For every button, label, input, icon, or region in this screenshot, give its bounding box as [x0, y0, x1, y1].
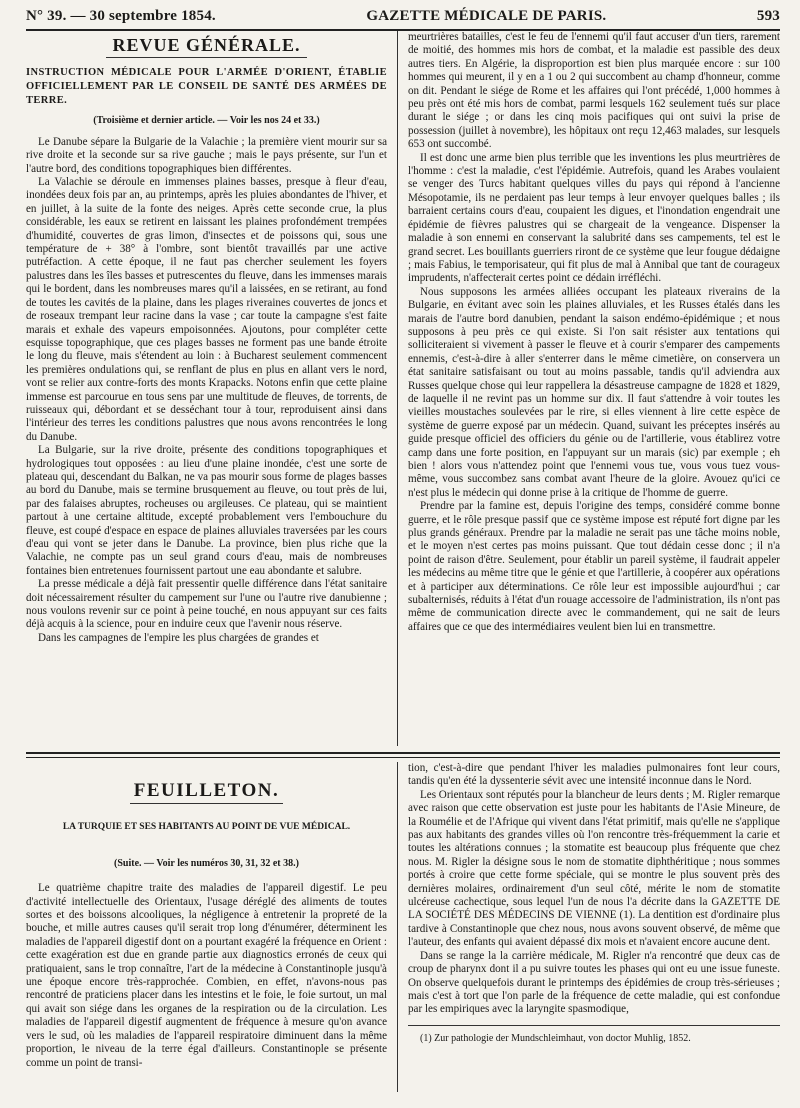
revue-title: REVUE GÉNÉRALE.	[26, 39, 387, 52]
section-divider	[26, 752, 780, 758]
paragraph: Il est donc une arme bien plus terrible que les inventions les plus meurtrières de l'homme : c'est la maladie, c'est l'épidémie. Autrefois, quand les Arabes voulaient se venger des Turcs habitant quelques villes du pays qui répond à l'ancienne Mésopotamie, ils ne perdaient pas leur temps à leur envoyer quelques balles ; ils barraient certains cours d'eau, coupaient les digues, et l'inondation engendrait une épidémie de fièvres palustres qui se chargeait de la vengeance. Dispenser la maladie à son ennemi en conservant la salubrité dans ses campements, tel est le grand secret. Les bouillants guerriers riront de ce système que leur fougue dédaigne ; mais Fabius, le temporisateur, qui fit plus de mal à Annibal que tant de courageux imprudents, n'affecterait certes point ce dédain irréfléchi.	[408, 151, 780, 285]
page-header	[26, 8, 780, 31]
feuilleton-subtitle: LA TURQUIE ET SES HABITANTS AU POINT DE VUE MÉDICAL.	[62, 822, 351, 833]
paragraph: tion, c'est-à-dire que pendant l'hiver les maladies pulmonaires font leur cours, tandis qu'en été la dyssenterie sévit avec une intensité inconnue dans le Nord.	[408, 762, 780, 788]
revue-left-column	[26, 31, 398, 746]
paragraph: Dans se range la la carrière médicale, M. Rigler n'a rencontré que deux cas de croup de pharynx dont il a pu suivre toutes les phases qui ont eu une issue funeste. On observe quelquefois durant le printemps des épidémies de croup très-sérieuses ; mais c'est à tort que l'on parle de la fréquence de cette maladie, qui est confondue par les empiriques avec la laryngite spasmodique,	[408, 949, 780, 1016]
paragraph: meurtrières batailles, c'est le feu de l'ennemi qu'il faut accuser d'un tiers, rarement de moitié, des hommes mis hors de combat, et la maladie est passible des deux autres tiers. En Algérie, la disproportion est bien plus marquée encore : sur 100 hommes qui meurent, il y en a 1 ou 2 qui succombent au champ d'honneur, comme on dit. Pendant le siége de Rome et les affaires qui l'ont précédé, 1,000 hommes à peu près ont été mis hors de combat, parmi lesquels 162 seulement tués sur place durant le siége ; or dans les cinq mois pacifiques qui ont suivi la prise de possession (juillet à novembre), les hôpitaux ont reçu 12,463 malades, sur lesquels 653 ont succombé.	[408, 31, 780, 151]
revue-section	[26, 31, 780, 746]
paragraph: Le quatrième chapitre traite des maladies de l'appareil digestif. Le peu d'activité intellectuelle des Orientaux, l'usage déréglé des aliments de toutes sortes et des boissons alcooliques, la négligence à entretenir la propreté de la bouche, et mille autres causes qu'il serait trop long d'énumérer, déterminent les maladies de l'appareil digestif dont on a pourtant exagéré la fréquence en Orient : cette exagération est due en grande partie aux diagnostics erronés de ceux qui pratiquaient, sans le trop connaître, l'art de la médecine à Constantinople jusqu'à une époque encore très-rapprochée. Combien, en effet, n'avons-nous pas rencontré de praticiens placer dans les intestins et le foie, le foie surtout, un mal qui avait son siége dans les organes de la respiration ou de la circulation. Les maladies de l'appareil digestif augmentent de fréquence à mesure qu'on avance vers le sud, où les maladies de l'appareil respiratoire diminuent dans la même proportion, le niveau de la terre égal d'ailleurs. Constantinople se présente comme un point de transi-	[26, 882, 387, 1069]
issue-date: N° 39. — 30 septembre 1854.	[26, 8, 216, 24]
newspaper-title: GAZETTE MÉDICALE DE PARIS.	[366, 8, 607, 24]
paragraph: Nous supposons les armées alliées occupant les plateaux riverains de la Bulgarie, en évitant avec soin les plaines alluviales, et les Russes étalés dans les marais de l'autre bord danubien, pendant la saison endémo-épidémique ; et nous supposons à peu près ce qui existe. Si l'on sait résister aux tentations qui solliciteraient si vivement à passer le fleuve et à courir s'emparer des campements ennemis, c'est-à-dire à aller s'enterrer dans le même cimetière, on conservera un état sanitaire satisfaisant ou tout au moins passable, tandis qu'il adviendra aux Russes quelque chose qui leur rappellera la désastreuse campagne de 1828 et 1829, de laquelle il ne revint pas un homme sur dix. Il faut s'attendre à voir toutes les vieilles moustaches soulevées par le rire, si elles viennent à lire cette espèce de système de guerre exposé par un médecin. Quand, suivant les préceptes insérés au guide presque officiel des officiers du génie ou de l'artillerie, vous établirez votre camp dans une forte position, en l'appuyant sur un marais (sic) par exemple ; eh bien ! alors vous n'attendez point que l'ennemi vous tue, vous vous tuez vous-même, vous succombez sans combat avant l'heure de la gloire. Avouez qu'ici ce n'est plus le médecin qui donne prise à la critique de l'homme de guerre.	[408, 285, 780, 499]
feuilleton-left-column	[26, 762, 398, 1092]
paragraph: Dans les campagnes de l'empire les plus chargées de grandes et	[38, 631, 319, 644]
footnote: (1) Zur pathologie der Mundschleimhaut, von doctor Muhlig, 1852.	[408, 1025, 780, 1045]
revue-subtitle: INSTRUCTION MÉDICALE POUR L'ARMÉE D'ORIENT, ÉTABLIE OFFICIELLEMENT PAR LE CONSEIL DE SANTÉ DES ARMÉES DE TERRE.	[26, 67, 387, 107]
paragraph: La presse médicale a déjà fait pressentir quelle différence dans l'état sanitaire doit nécessairement résulter du campement sur l'une ou l'autre rive danubienne ; nous voulons revenir sur ce point à peine touché, en nous appuyant sur ces faits déjà acquis à la science, pour en induire ceux que l'avenir nous réserve.	[26, 578, 387, 631]
feuilleton-section	[26, 762, 780, 1092]
paragraph: Le Danube sépare la Bulgarie de la Valachie ; la première vient mourir sur sa rive droite et la seconde sur sa rive gauche ; mais le pays présente, sur l'un et l'autre bord, des conditions topographiques bien différentes.	[26, 135, 387, 175]
paragraph: Les Orientaux sont réputés pour la blancheur de leurs dents ; M. Rigler remarque avec raison que cette observation est juste pour les habitants de l'Asie Mineure, de la Roumélie et de l'Afrique qui vivent dans l'état primitif, mais qu'elle ne s'applique pas aux habitants des grandes villes où l'on rencontre très-fréquemment la carie et toutes les altérations connues ; la stomatite est beaucoup plus fréquente que chez nous. M. Rigler la désigne sous le nom de stomatite diphthéritique ; nous sommes portés à croire que cette forme spéciale, qui se montre le plus souvent près des dernières molaires, ordinairement d'un seul côté, mérite le nom de stomatite ulcéreuse cachectique, sous lequel l'un de nous l'a décrite dans la GAZETTE DE LA SOCIÉTÉ DES MÉDECINS DE VIENNE (1). La dentition est d'ordinaire plus tardive à Constantinople que chez nous, nous avons souvent observé, de même que l'auteur, des enfants qui avaient dépassé dix mois et n'avaient encore aucune dent.	[408, 788, 780, 949]
paragraph: La Bulgarie, sur la rive droite, présente des conditions topographiques et hydrologiques tout opposées : au lieu d'une plaine inondée, c'est une sorte de plateau qui, descendant du Balkan, ne va pas mourir sous forme de plages basses au bord du Danube, mais se termine brusquement au fleuve, ou tout près de lui, par des falaises abruptes, rocheuses ou argileuses. Ce plateau, qui se maintient partout à une certaine altitude, excepté probablement vers l'embouchure du fleuve, est coupé d'espace en espace de plaines alluviales traversées par les cours d'eau qui vont se jeter dans le Danube. La province, bien plus riche que la Valachie, ne compte pas un seul grand cours d'eau, mais de nombreuses fontaines bien entretenues fournissent partout une eau abondante et salubre.	[26, 444, 387, 577]
revue-right-column	[398, 31, 780, 746]
paragraph: Prendre par la famine est, depuis l'origine des temps, considéré comme bonne guerre, et le rôle presque passif que ce système impose est réputé fort digne par les plus grands généraux. Prendre par la maladie ne serait pas une tâche moins noble, et le moyen n'est certes pas moins puissant. Que tout dédain cesse donc ; il n'a point de raison d'être. Seulement, pour établir un pareil système, il faudrait appeler les médecins au même titre que le génie et que l'artillerie, à coopérer aux opérations et à participer aux déterminations. Ce rôle leur est impossible aujourd'hui ; car subalternisés, réduits à l'état d'un rouage accessoire de l'administration, ils n'ont pas même de communication directe avec le commandement, qui ne sait de leurs affaires que ce que des intermédiaires veulent bien lui en transmettre.	[408, 500, 780, 633]
feuilleton-right-column	[398, 762, 780, 1092]
feuilleton-title: FEUILLETON.	[26, 784, 387, 797]
feuilleton-reference: (Suite. — Voir les numéros 30, 31, 32 et 38.)	[114, 857, 299, 869]
paragraph: La Valachie se déroule en immenses plaines basses, presque à fleur d'eau, inondées deux fois par an, au printemps, après les pluies abondantes de l'hiver, et en juillet, à la suite de la fonte des neiges. Après cette seconde crue, la plus considérable, les eaux se retirent en laissant les plaines profondément trempées d'humidité, couvertes de gras limon, d'insectes et de poissons qui, sous une température de + 38° à l'ombre, sont bientôt travaillés par une active putréfaction. A cette époque, il ne faut pas chercher seulement les foyers palustres dans les îles basses et putrescentes du fleuve, dans les immenses marais qui le bordent, dans les nombreuses mares qu'il a laissées, en se retirant, au fond de toutes les cavités de la plaine, dans les plages riveraines couvertes de joncs et de roseaux trempant leur racine dans la vase ; car toute la campagne s'est faite marais et exhale des vapeurs empoisonnées. Ajoutons, pour compléter cette esquisse topographique, que ces plages basses ne forment pas une bande étroite le long du fleuve, mais s'étendent au loin : à Bucharest seulement commencent les premières ondulations qui, se renflant de plus en plus en allant vers le nord, vont se relier aux contre-forts des monts Krapacks. Notons enfin que cette plaine immense est parcourue en tous sens par une multitude de fleuves, de torrents, de ruisseaux qui, débordant et se desséchant tour à tour, reproduisent ainsi dans l'intérieur des terres les conditions palustres que nous avons rencontrées le long du Danube.	[26, 176, 387, 443]
revue-reference: (Troisième et dernier article. — Voir les nos 24 et 33.)	[93, 115, 320, 127]
page-number: 593	[756, 8, 780, 24]
